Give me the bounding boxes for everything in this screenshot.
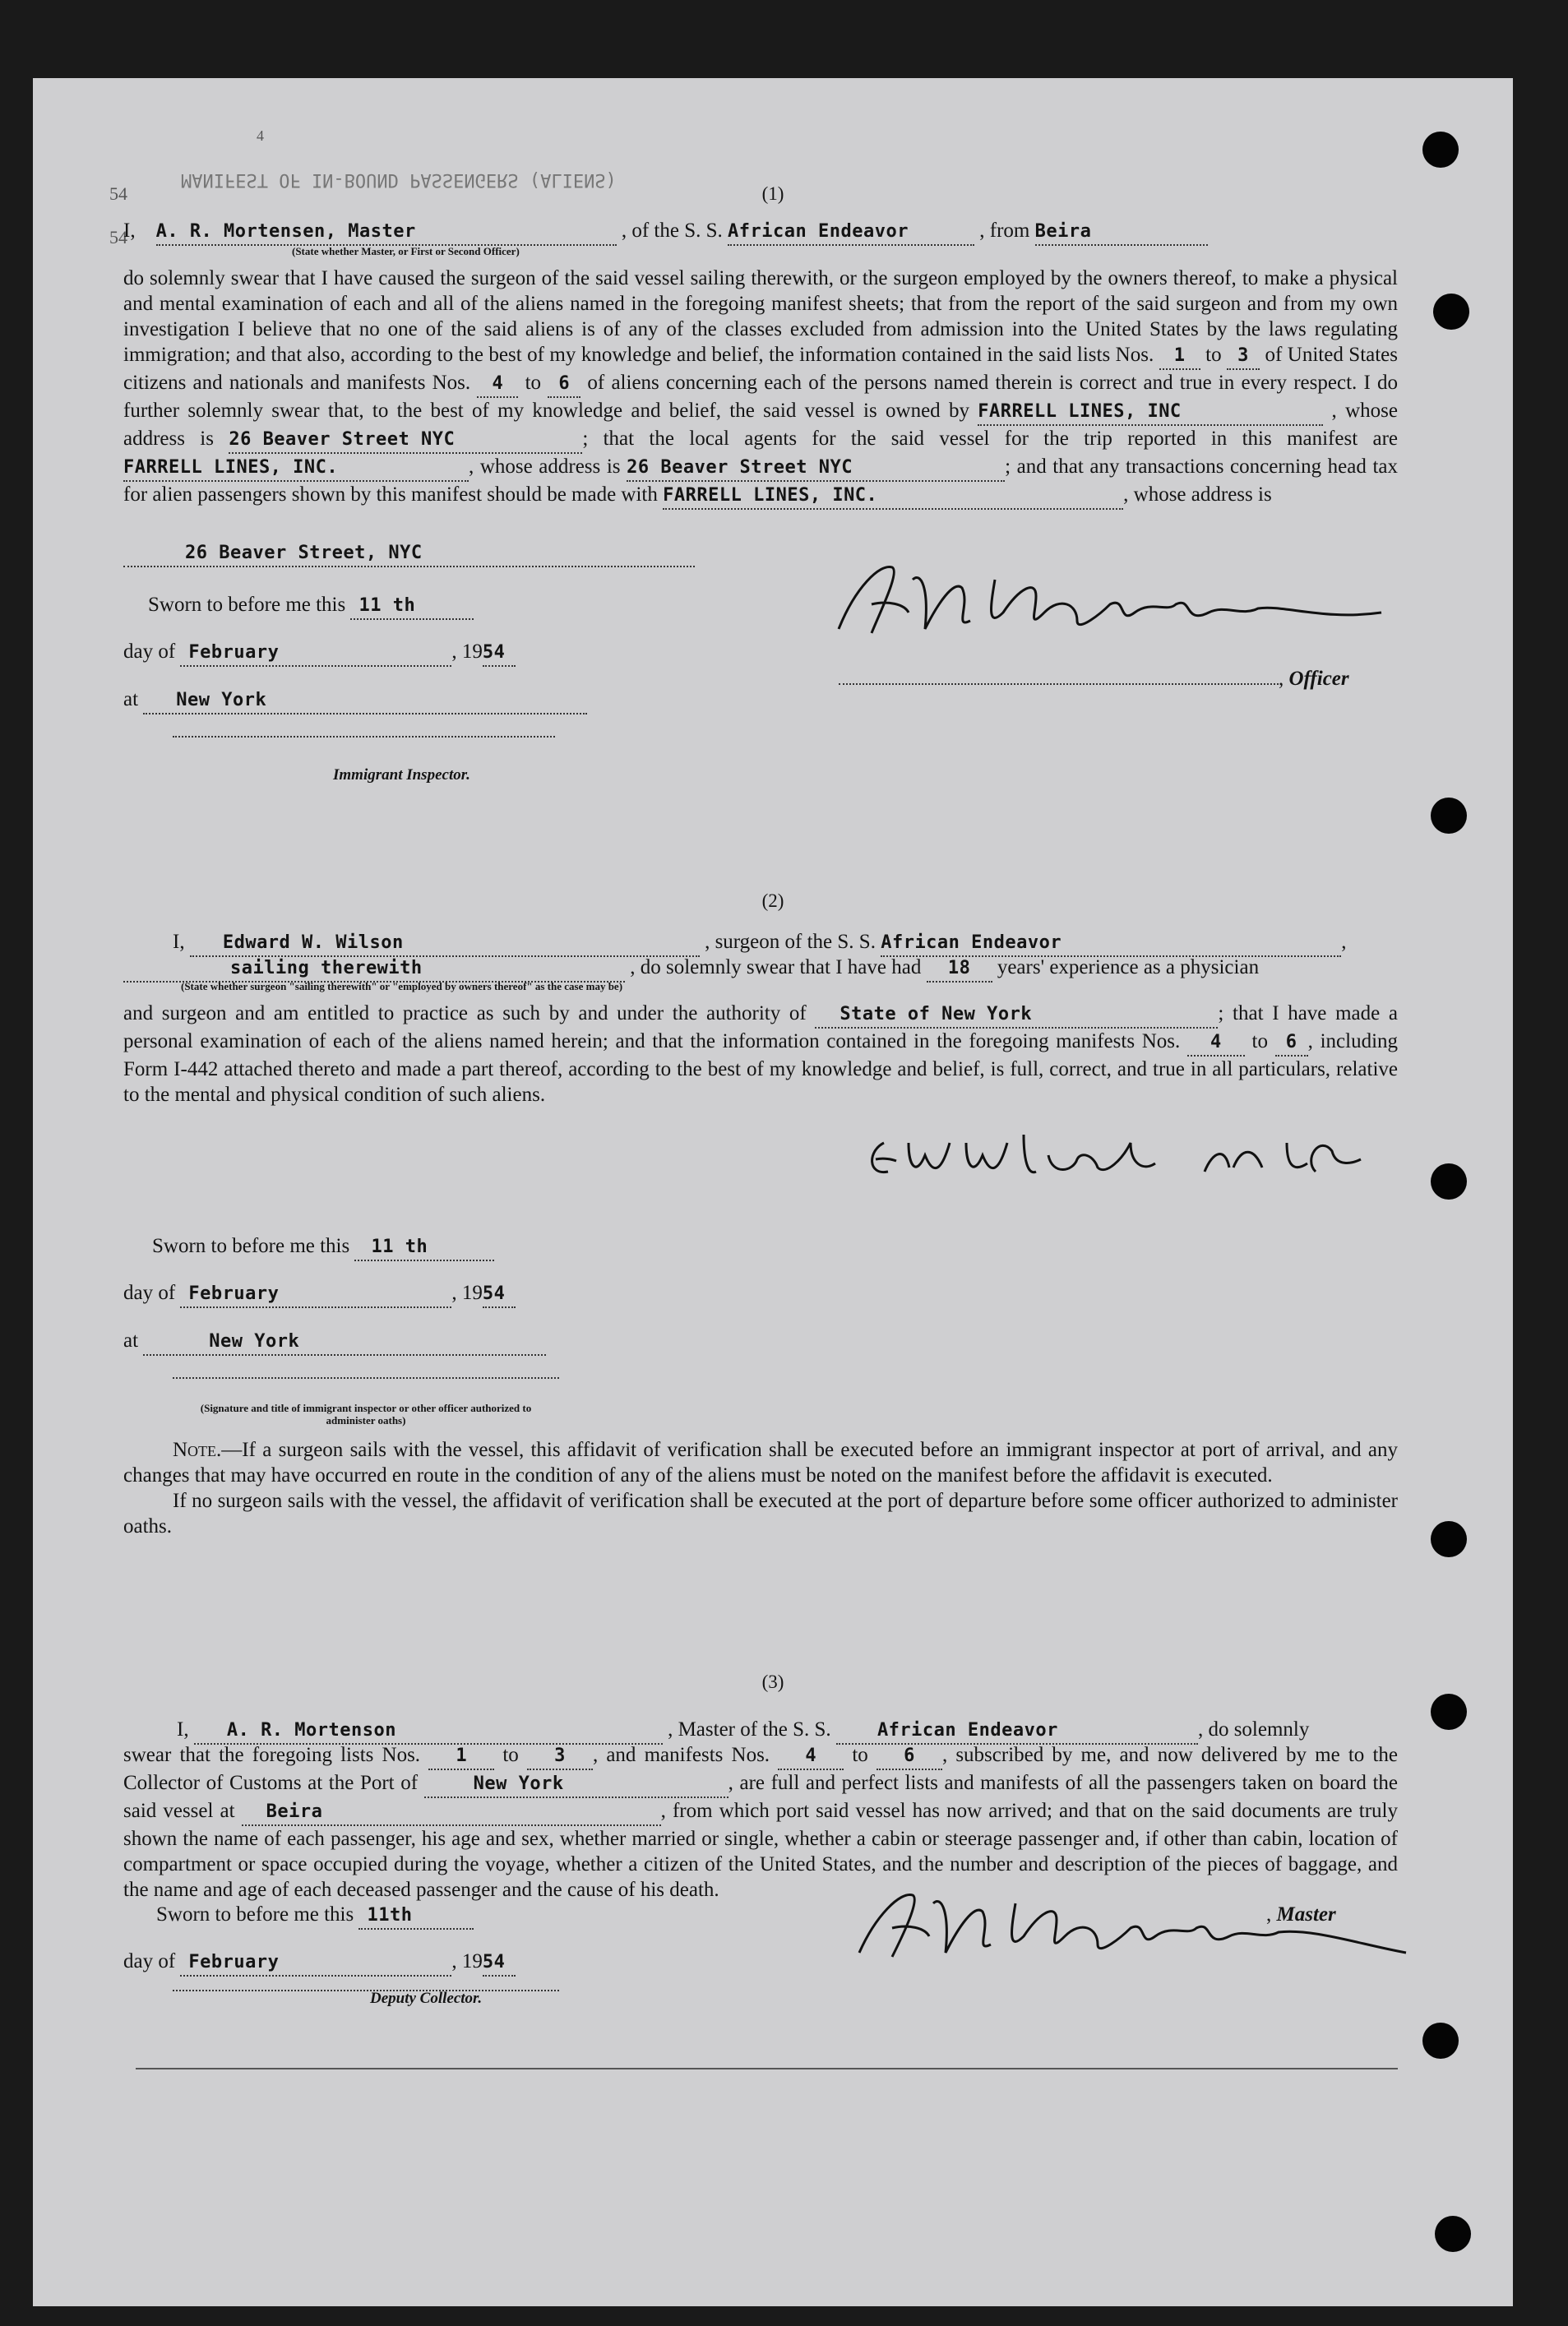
binder-hole (1431, 1521, 1467, 1557)
page-mark: 4 (257, 127, 264, 144)
surgeon-line: I, Edward W. Wilson , surgeon of the S. S. African Endeavor , (173, 929, 1346, 957)
master-name: A. R. Mortenson (194, 1718, 663, 1745)
surgeon-note: Note.—If a surgeon sails with the vessel, this affidavit of verification shall be executed before an immigrant inspector at port of arrival, and any changes that may have occurred en route in the condition of any of the aliens must be noted on the manifest before the affidavit is executed. If no surgeon sails with the vessel, the affidavit of verification shall be executed at the port of departure before some officer authorized to administer oaths. (123, 1439, 1398, 1538)
master-label: Master (1276, 1903, 1336, 1926)
head-tax-address: 26 Beaver Street, NYC (123, 540, 695, 567)
sworn-at: New York (143, 1329, 546, 1356)
sworn-month-1: day of February , 1954 (123, 639, 516, 667)
inspector-label: Immigrant Inspector. (333, 766, 470, 784)
master-label-line: , Master (1266, 1903, 1336, 1926)
authority: State of New York (815, 1001, 1218, 1029)
side-mark: 54 (109, 183, 127, 204)
side-mark: 54 (109, 227, 127, 247)
port: New York (424, 1771, 728, 1798)
officer-label: Officer (1288, 668, 1349, 690)
owner-address: 26 Beaver Street NYC (229, 427, 582, 454)
sailing-note: (State whether surgeon "sailing therewith" or "employed by owners thereof" as the case may be) (181, 980, 623, 992)
master-line-3: I, A. R. Mortenson , Master of the S. S. African Endeavor , do solemnly (177, 1717, 1309, 1745)
binder-hole (1433, 294, 1469, 330)
sworn-at-1: at New York (123, 687, 587, 714)
binder-hole (1431, 1163, 1467, 1200)
bottom-rule (136, 2068, 1398, 2069)
owner: FARRELL LINES, INC (978, 399, 1323, 426)
collector-label: Deputy Collector. (370, 1990, 483, 2007)
signature-note: (Signature and title of immigrant inspector or other officer authorized to administer oaths) (200, 1402, 532, 1427)
sworn-3: Sworn to before me this 11th (156, 1902, 474, 1930)
section-number: (1) (761, 183, 784, 204)
ship-name: African Endeavor (836, 1718, 1198, 1745)
sailing-line: sailing therewith , do solemnly swear that I have had 18 years' experience as a physician (123, 955, 1259, 983)
collector-line (173, 1990, 559, 1991)
mirrored-header: MANIFEST OF IN-BOUND PASSENGERS (ALIENS) (181, 169, 617, 190)
sworn-month: February (180, 1281, 451, 1308)
agents: FARRELL LINES, INC. (123, 455, 469, 482)
sworn-month: February (180, 1949, 451, 1977)
sworn-1: Sworn to before me this 11 th (148, 592, 474, 620)
sworn-day: 11 th (350, 593, 474, 620)
binder-hole (1431, 1694, 1467, 1730)
sworn-2: Sworn to before me this 11 th (152, 1233, 494, 1261)
master-note: (State whether Master, or First or Second Officer) (292, 245, 520, 257)
years-experience: 18 (927, 955, 992, 983)
master-name: A. R. Mortensen, Master (156, 219, 617, 246)
sworn-month-3: day of February , 1954 (123, 1949, 516, 1977)
inspector-line (173, 736, 555, 738)
inspector-line (173, 1377, 559, 1379)
port-boarded: Beira (242, 1799, 661, 1826)
surgeon-signature (859, 1126, 1369, 1192)
officer-line: , Officer (839, 666, 1349, 691)
section-number: (3) (761, 1672, 784, 1692)
sworn-day: 11th (358, 1903, 474, 1930)
port-from: Beira (1035, 219, 1208, 246)
sworn-month-2: day of February , 1954 (123, 1280, 516, 1308)
binder-hole (1435, 2216, 1471, 2252)
oath-line-1: I, A. R. Mortensen, Master , of the S. S. African Endeavor , from Beira (123, 218, 1208, 246)
surgeon-name: Edward W. Wilson (190, 930, 700, 957)
binder-hole (1431, 798, 1467, 834)
section2-body: and surgeon and am entitled to practice as such by and under the authority of State of New York ; that I have made a personal examination of each of the aliens named herein; and that the information contained in the foregoing manifests Nos. 4 to 6 , including Form I-442 attached thereto and made a part thereof, according to the best of my knowledge and belief, is full, correct, and true in all particulars, relative to the mental and physical condition of such aliens. (123, 1002, 1399, 1106)
section1-body: do solemnly swear that I have caused the surgeon of the said vessel sailing therewith, or the surgeon employed by the owners thereof, to make a physical and mental examination of each and all of the aliens named in the foregoing manifest sheets; that from the report of the said surgeon and from my own investigation I believe that no one of the said aliens is of any of the classes excluded from admission into the United States by the laws regulating immigration; and that also, according to the best of my knowledge and belief, the information contained in the said lists Nos. 1 to 3 of United States citizens and nationals and manifests Nos. 4 to 6 of aliens concerning each of the persons named therein is correct and true in every respect. I do further solemnly swear that, to the best of my knowledge and belief, the said vessel is owned by FARRELL LINES, INC , whose address is 26 Beaver Street NYC ; that the local agents for the said vessel for the trip reported in this manifest are FARRELL LINES, INC. , whose address is 26 Beaver Street NYC ; and that any transactions concerning head tax for alien passengers shown by this manifest should be made with FARRELL LINES, INC. , whose address is (123, 266, 1398, 510)
sailing-status: sailing therewith (123, 955, 625, 983)
sworn-month: February (180, 640, 451, 667)
sworn-day: 11 th (354, 1234, 494, 1261)
sworn-at: New York (143, 687, 587, 714)
ship-name: African Endeavor (881, 930, 1341, 957)
agents-address: 26 Beaver Street NYC (627, 455, 1005, 482)
ship-name: African Endeavor (728, 219, 974, 246)
section-number: (2) (761, 890, 784, 911)
master-signature (830, 555, 1390, 645)
head-tax-with: FARRELL LINES, INC. (663, 483, 1123, 510)
binder-hole (1422, 2023, 1459, 2059)
sworn-at-2: at New York (123, 1328, 546, 1356)
binder-hole (1422, 132, 1459, 168)
section3-body: swear that the foregoing lists Nos. 1 to 3 , and manifests Nos. 4 to 6 , subscribed by me, and now delivered by me to the Collector of Customs at the Port of New York , are full and perfect lists and manifests of all the passengers taken on board the said vessel at Beira , from which port said vessel has now arrived; and that on the said documents are truly shown the name of each passenger, his age and sex, whether married or single, whether a cabin or steerage passenger and, if other than cabin, location of compartment or space occupied during the voyage, whether a citizen of the United States, and the number and description of the pieces of baggage, and the name and age of each deceased passenger and the cause of his death. (123, 1744, 1398, 1901)
manifest-page (33, 78, 1513, 2306)
